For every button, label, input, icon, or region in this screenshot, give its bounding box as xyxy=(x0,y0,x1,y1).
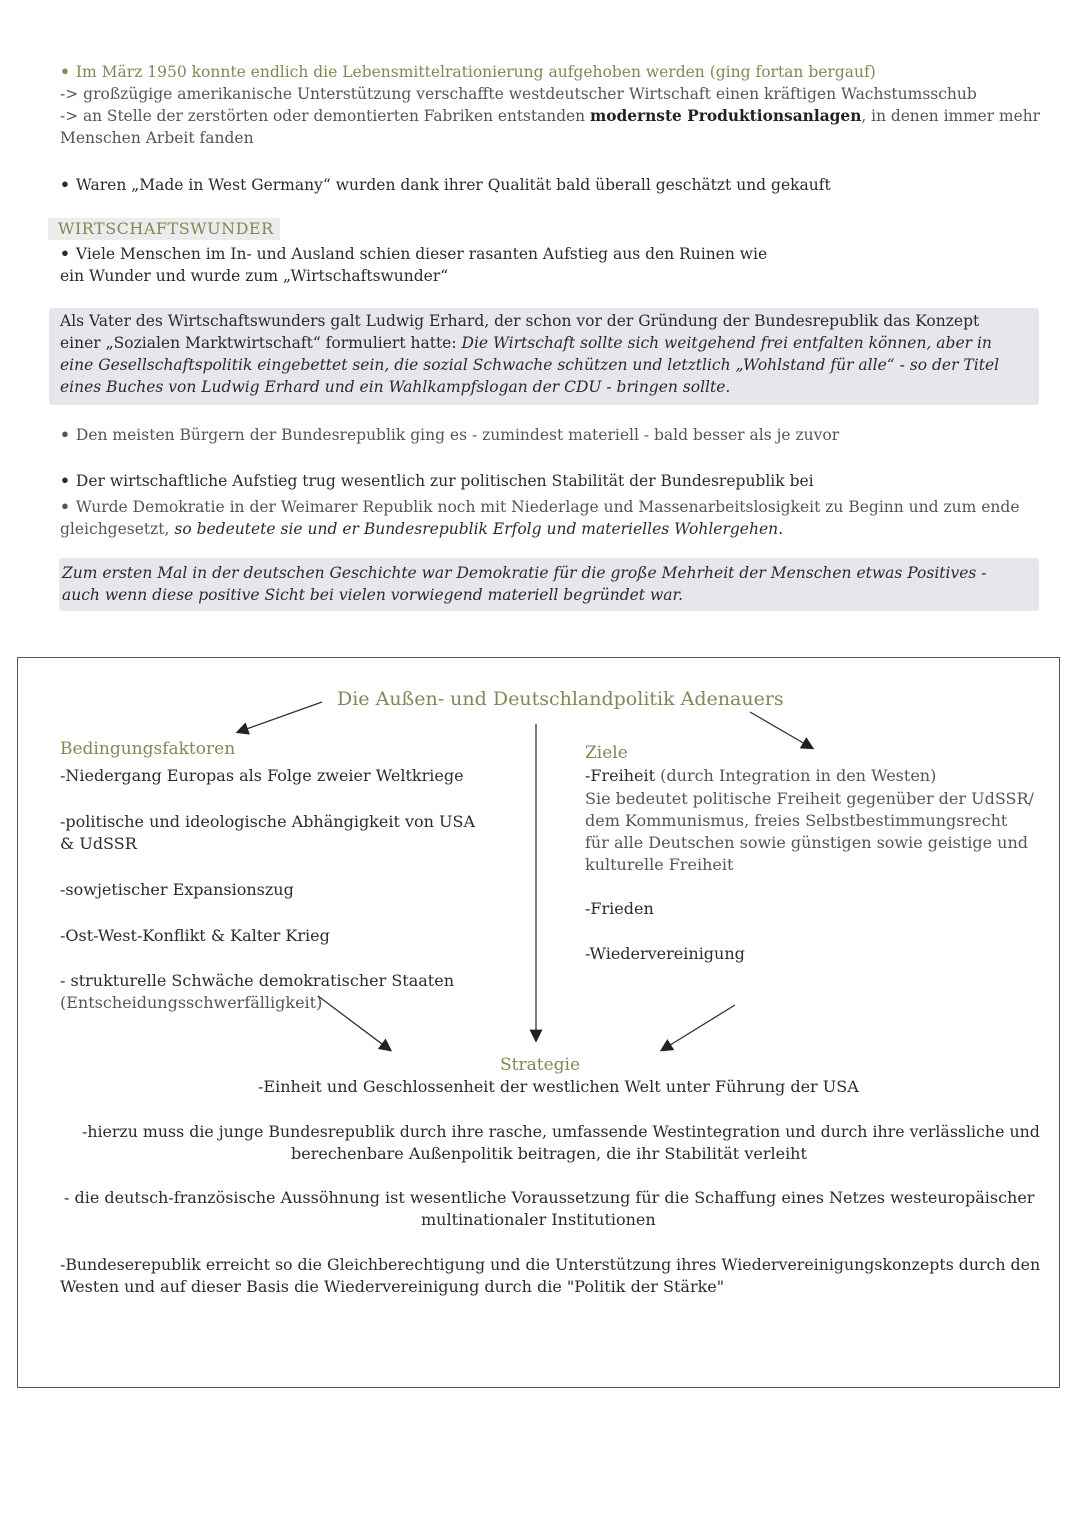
bedingung-item: (Entscheidungsschwerfälligkeit) xyxy=(60,993,323,1012)
arrow-bedingungen-to-strategie xyxy=(318,996,390,1050)
ziel-freiheit-note: (durch Integration in den Westen) xyxy=(655,766,937,785)
ziele-heading: Ziele xyxy=(585,743,628,763)
note-sub2-a: -> an Stelle der zerstörten oder demontierten Fabriken entstanden xyxy=(60,107,590,125)
ziel-wiedervereinigung: -Wiedervereinigung xyxy=(585,944,745,963)
bedingung-item: -sowjetischer Expansionszug xyxy=(60,880,294,899)
bedingung-item: -Niedergang Europas als Folge zweier Weltkriege xyxy=(60,766,464,785)
note-buerger-text: Den meisten Bürgern der Bundesrepublik ging es - zumindest materiell - bald besser als je zuvor xyxy=(75,426,840,444)
note-weimar-l1-text: Wurde Demokratie in der Weimarer Republik noch mit Niederlage und Massenarbeitslosigkeit zu Beginn und zum ende xyxy=(75,498,1020,516)
strategie-l3a: - die deutsch-französische Aussöhnung ist wesentliche Voraussetzung für die Schaffung eines Netzes westeuropäischer xyxy=(64,1188,1035,1207)
erhard-l1: Als Vater des Wirtschaftswunders galt Ludwig Erhard, der schon vor der Gründung der Bundesrepublik das Konzept xyxy=(60,312,980,330)
note-wunder-l2: ein Wunder und wurde zum „Wirtschaftswunder“ xyxy=(60,267,449,285)
note-sub1: -> großzügige amerikanische Unterstützung verschaffte westdeutscher Wirtschaft einen kräftigen Wachstumsschub xyxy=(60,85,977,103)
arrow-to-ziele xyxy=(750,712,812,748)
note-made-in-germany-text: Waren „Made in West Germany“ wurden dank ihrer Qualität bald überall geschätzt und gekauft xyxy=(75,176,831,194)
ziel-desc-line: für alle Deutschen sowie günstigen sowie geistige und xyxy=(585,833,1029,852)
bedingung-item: - strukturelle Schwäche demokratischer Staaten xyxy=(60,971,454,990)
arrow-to-bedingungen xyxy=(238,702,322,732)
erhard-l2-b: Die Wirtschaft sollte sich weitgehend frei entfalten können, aber in xyxy=(461,334,992,352)
erhard-l3: eine Gesellschaftspolitik eingebettet sein, die sozial Schwache schützen und letztlich „Wohlstand für alle“ - so der Titel xyxy=(60,356,1000,374)
strategie-l1: -Einheit und Geschlossenheit der westlichen Welt unter Führung der USA xyxy=(258,1077,859,1096)
demokratie-l1: Zum ersten Mal in der deutschen Geschichte war Demokratie für die große Mehrheit der Menschen etwas Positives - xyxy=(62,564,987,582)
erhard-l2-a: einer „Sozialen Marktwirtschaft“ formuliert hatte: xyxy=(60,334,462,352)
note-rationierung-text: Im März 1950 konnte endlich die Lebensmittelrationierung aufgehoben werden (ging fortan bergauf) xyxy=(75,63,876,81)
ziel-desc-line: Sie bedeutet politische Freiheit gegenüber der UdSSR/ xyxy=(585,789,1034,808)
ziel-freiheit xyxy=(585,765,936,787)
bedingungen-heading: Bedingungsfaktoren xyxy=(60,739,236,759)
demokratie-l2: auch wenn diese positive Sicht bei vielen vorwiegend materiell begründet war. xyxy=(62,586,684,604)
strategie-heading: Strategie xyxy=(500,1055,581,1075)
ziel-freiheit-label: -Freiheit xyxy=(585,766,656,785)
ziel-frieden: -Frieden xyxy=(585,899,654,918)
bedingung-item: -Ost-West-Konflikt & Kalter Krieg xyxy=(60,926,330,945)
bedingung-item: & UdSSR xyxy=(60,834,137,853)
arrow-ziele-to-strategie xyxy=(662,1005,735,1050)
diagram-title: Die Außen- und Deutschlandpolitik Adenauers xyxy=(337,688,784,710)
note-aufstieg-text: Der wirtschaftliche Aufstieg trug wesentlich zur politischen Stabilität der Bundesrepublik bei xyxy=(75,472,814,490)
erhard-l4: eines Buches von Ludwig Erhard und ein Wahlkampfslogan der CDU - bringen sollte. xyxy=(60,378,731,396)
strategie-l2a: -hierzu muss die junge Bundesrepublik durch ihre rasche, umfassende Westintegration und durch ihre verlässliche und xyxy=(82,1122,1040,1141)
ziel-desc-line: kulturelle Freiheit xyxy=(585,855,734,874)
ziel-desc-line: dem Kommunismus, freies Selbstbestimmungsrecht xyxy=(585,811,1008,830)
note-weimar-l2-b: so bedeutete sie und er Bundesrepublik Erfolg und materielles Wohlergehen. xyxy=(174,520,784,538)
note-sub2-cont: Menschen Arbeit fanden xyxy=(60,129,254,147)
note-wunder-l1-text: Viele Menschen im In- und Ausland schien dieser rasanten Aufstieg aus den Ruinen wie xyxy=(75,245,768,263)
note-weimar-l2-a: gleichgesetzt, xyxy=(60,520,175,538)
bedingung-item: -politische und ideologische Abhängigkeit von USA xyxy=(60,812,476,831)
note-sub2-bold: modernste Produktionsanlagen xyxy=(589,106,862,125)
strategie-l4b: Westen und auf dieser Basis die Wiedervereinigung durch die "Politik der Stärke" xyxy=(60,1277,725,1296)
strategie-l2b: berechenbare Außenpolitik beitragen, die ihr Stabilität verleiht xyxy=(291,1144,807,1163)
note-sub2-c: , in denen immer mehr xyxy=(861,107,1040,125)
strategie-l3b: multinationaler Institutionen xyxy=(421,1210,656,1229)
strategie-l4a: -Bundeserepublik erreicht so die Gleichberechtigung und die Unterstützung ihres Wiedervereinigungskonzepts durch den xyxy=(60,1255,1041,1274)
section-heading-wirtschaftswunder: WIRTSCHAFTSWUNDER xyxy=(48,218,280,240)
